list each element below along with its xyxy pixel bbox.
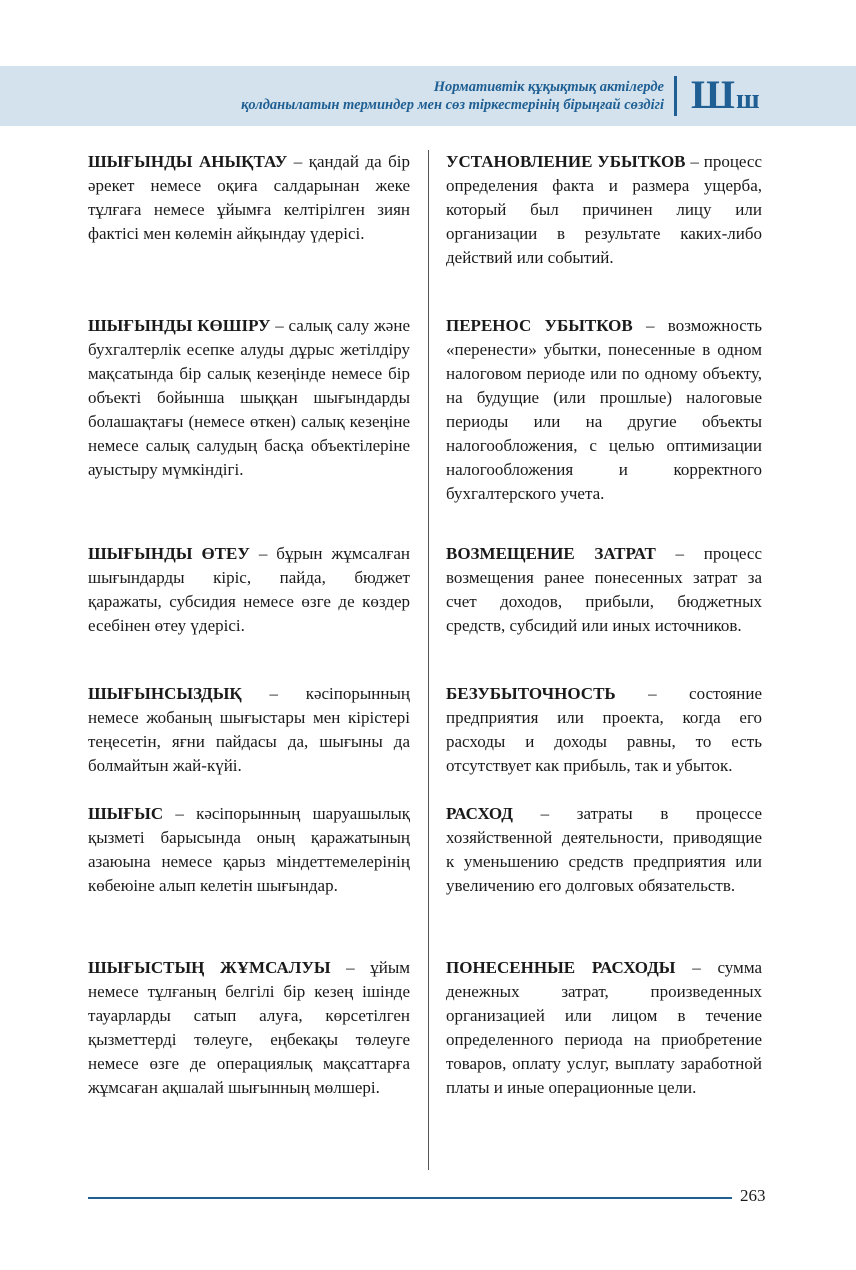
ru-term: РАСХОД	[446, 804, 513, 823]
ru-entry	[446, 682, 762, 778]
dictionary-title	[241, 78, 664, 114]
kz-term: ШЫҒЫСТЫҢ ЖҰМСАЛУЫ	[88, 958, 331, 977]
ru-definition: – состояние предприятия или проекта, когда его расходы и доходы равны, то есть отсутствует как прибыль, так и убыток.	[446, 684, 762, 775]
ru-entry	[446, 314, 762, 506]
kz-term: ШЫҒЫНДЫ КӨШІРУ	[88, 316, 271, 335]
ru-definition: – процесс возмещения ранее понесенных затрат за счет доходов, прибыли, бюджетных средств, субсидий или иных источников.	[446, 544, 762, 635]
kz-entry	[88, 956, 410, 1100]
kz-definition: – ұйым немесе тұлғаның белгілі бір кезең ішінде тауарларды сатып алуға, көрсетілген қызметтерді төлеуге, еңбекақы төлеуге немесе өзге де операциялық мақсаттарға жұмсаған ақшалай шығынның мөлшері.	[88, 958, 410, 1097]
ru-term: ПЕРЕНОС УБЫТКОВ	[446, 316, 633, 335]
ru-term: ВОЗМЕЩЕНИЕ ЗАТРАТ	[446, 544, 656, 563]
kz-entry	[88, 802, 410, 898]
ru-entry	[446, 150, 762, 270]
header-separator	[674, 76, 677, 116]
kz-definition: – қандай да бір әрекет немесе оқиға салдарынан жеке тұлғаға немесе ұйымға келтірілген зиян фактісі мен көлемін айқындау үдерісі.	[88, 152, 410, 243]
kz-definition: – кәсіпорынның немесе жобаның шығыстары мен кірістері теңесетін, яғни пайдасы да, шығыны да болмайтын жай-күйі.	[88, 684, 410, 775]
kz-term: ШЫҒЫНДЫ АНЫҚТАУ	[88, 152, 288, 171]
page-number: 263	[740, 1186, 766, 1205]
ru-definition: – возможность «перенести» убытки, понесенные в одном налоговом периоде или по одному объекту, на будущие (или прошлые) налоговые периоды или на другие объекты налогообложения, с целью оптимизации налогообложения и корректного бухгалтерского учета.	[446, 316, 762, 503]
dictionary-title-line2: қолданылатын терминдер мен сөз тіркестерінің бірыңғай сөздігі	[241, 97, 664, 113]
kz-definition: – бұрын жұмсалған шығындарды кіріс, пайда, бюджет қаражаты, субсидия немесе өзге де көздер есебінен өтеу үдерісі.	[88, 544, 410, 635]
footer-rule	[88, 1197, 732, 1199]
kz-definition: – кәсіпорынның шаруашылық қызметі барысында оның қаражатының азаюына немесе қарыз міндеттемелерінің көбеюіне алып келетін шығындар.	[88, 804, 410, 895]
kz-entry	[88, 314, 410, 482]
ru-term: УСТАНОВЛЕНИЕ УБЫТКОВ	[446, 152, 686, 171]
ru-definition: – процесс определения факта и размера ущерба, который был причинен лицу или организации в результате каких-либо действий или событий.	[446, 152, 762, 267]
section-letter-small: ш	[735, 84, 761, 115]
section-letter-big: Ш	[691, 72, 736, 117]
kz-term: ШЫҒЫС	[88, 804, 164, 823]
ru-term: ПОНЕСЕННЫЕ РАСХОДЫ	[446, 958, 676, 977]
kz-entry	[88, 150, 410, 246]
ru-entry	[446, 542, 762, 638]
column-divider	[428, 150, 429, 1170]
ru-definition: – затраты в процессе хозяйственной деятельности, приводящие к уменьшению средств предприятия или увеличению его долговых обязательств.	[446, 804, 762, 895]
ru-term: БЕЗУБЫТОЧНОСТЬ	[446, 684, 616, 703]
kz-entry	[88, 682, 410, 778]
section-letter	[691, 70, 761, 125]
kz-definition: – салық салу және бухгалтерлік есепке алуды дұрыс жетілдіру мақсатында бір салық кезеңінде немесе бір объекті бойынша шыққан шығындарды болашақтағы (немесе өткен) салық кезеңіне немесе салық салудың басқа объектілеріне ауыстыру мүмкіндігі.	[88, 316, 410, 479]
dictionary-title-line1: Нормативтік құқықтық актілерде	[433, 79, 664, 95]
kz-entry	[88, 542, 410, 638]
ru-entry	[446, 956, 762, 1100]
kz-term: ШЫҒЫНДЫ ӨТЕУ	[88, 544, 250, 563]
ru-entry	[446, 802, 762, 898]
ru-definition: – сумма денежных затрат, произведенных организацией или лицом в течение определенного периода на приобретение товаров, оплату услуг, выплату заработной платы и иные операционные цели.	[446, 958, 763, 1097]
kz-term: ШЫҒЫНСЫЗДЫҚ	[88, 684, 242, 703]
